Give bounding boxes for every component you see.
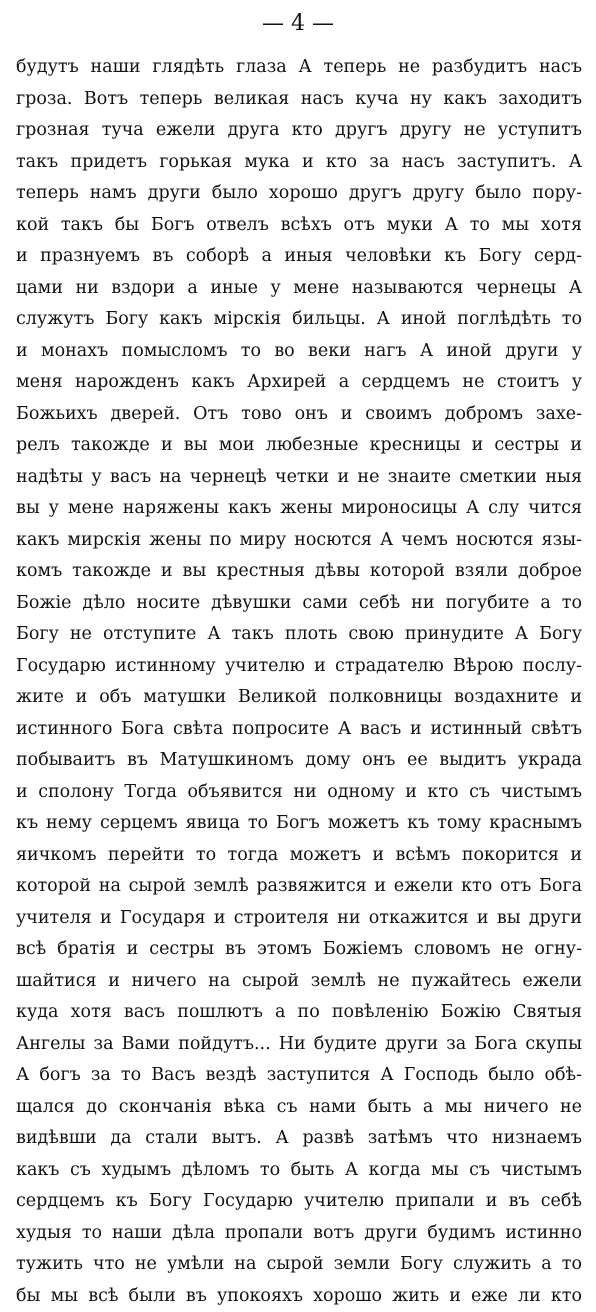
text-line: какъ мирскія жены по миру носются А чемъ носются язы-: [16, 525, 582, 557]
text-line: видѣвши да стали вытъ. А развѣ затѣмъ что низнаемъ: [16, 1123, 582, 1155]
text-line: Богу не отступите А такъ плоть свою принудите А Богу: [16, 619, 582, 651]
text-line: Государю истинному учителю и страдателю Вѣрою послу-: [16, 651, 582, 683]
text-line: жите и объ матушки Великой полковницы воздахните и: [16, 682, 582, 714]
text-line: Ангелы за Вами пойдутъ... Ни будите други за Бога скупы: [16, 1029, 582, 1061]
page-number: — 4 —: [0, 8, 596, 40]
text-line: А богъ за то Васъ вездѣ заступится А Господь было обѣ-: [16, 1060, 582, 1092]
text-line: гроза. Вотъ теперь великая насъ куча ну какъ заходитъ: [16, 84, 582, 116]
text-line: релъ такожде и вы мои любезные кресницы и сестры и: [16, 430, 582, 462]
text-line: и празнуемъ въ соборѣ а иныя человѣки къ Богу серд-: [16, 241, 582, 273]
text-line: вы у мене наряжены какъ жены мироносицы А слу чится: [16, 493, 582, 525]
text-line: учителя и Государя и строителя ни откажится и вы други: [16, 903, 582, 935]
text-line: истинного Бога свѣта попросите А васъ и истинный свѣтъ: [16, 714, 582, 746]
text-line: меня нарожденъ какъ Архирей а сердцемъ не стоитъ у: [16, 367, 582, 399]
text-line: шайтися и ничего на сырой землѣ не пужайтесь ежели: [16, 966, 582, 998]
text-line: яичкомъ перейти то тогда можетъ и всѣмъ покорится и: [16, 840, 582, 872]
text-line: и монахъ помысломъ то во веки нагъ А иной други у: [16, 336, 582, 368]
text-line: которой на сырой землѣ развяжится и ежели кто отъ Бога: [16, 871, 582, 903]
text-line: комъ такожде и вы крестныя дѣвы которой взяли доброе: [16, 556, 582, 588]
text-line: теперь намъ други было хорошо другъ другу было пору-: [16, 178, 582, 210]
text-line: Божьихъ дверей. Отъ тово онъ и своимъ добромъ захе-: [16, 399, 582, 431]
text-line: всѣ братія и сестры въ этомъ Божіемъ словомъ не огну-: [16, 934, 582, 966]
text-line: Божіе дѣло носите дѣвушки сами себѣ ни погубите а то: [16, 588, 582, 620]
text-line: къ нему серцемъ явица то Богъ можетъ къ тому краснымъ: [16, 808, 582, 840]
text-line: будутъ наши глядѣть глаза А теперь не разбудитъ насъ: [16, 52, 582, 84]
text-line: служутъ Богу какъ мірскія бильцы. А иной поглѣдѣть то: [16, 304, 582, 336]
text-line: сердцемъ къ Богу Государю учителю припали и въ себѣ: [16, 1186, 582, 1218]
text-line: грозная туча ежели друга кто другъ другу не уступитъ: [16, 115, 582, 147]
text-line: и сполону Тогда объявится ни одному и кто съ чистымъ: [16, 777, 582, 809]
text-line: какъ съ худымъ дѣломъ то быть А когда мы съ чистымъ: [16, 1155, 582, 1187]
text-line: побываитъ въ Матушкиномъ дому онъ ее выдитъ украда: [16, 745, 582, 777]
text-line: кой такъ бы Богъ отвелъ всѣхъ отъ муки А то мы хотя: [16, 210, 582, 242]
text-line: щался до скончанія вѣка съ нами быть а мы ничего не: [16, 1092, 582, 1124]
text-line: надѣты у васъ на чернецѣ четки и не знаите сметкии ныя: [16, 462, 582, 494]
text-line: худыя то наши дѣла пропали вотъ други будимъ истинно: [16, 1218, 582, 1250]
body-text: [16, 52, 582, 1312]
text-line: тужить что не умѣли на сырой земли Богу служить а то: [16, 1249, 582, 1281]
text-line: цами ни вздори а иные у мене называются чернецы А: [16, 273, 582, 305]
text-line: такъ придетъ горькая мука и кто за насъ заступитъ. А: [16, 147, 582, 179]
text-line: куда хотя васъ пошлютъ а по повѣленію Божію Святыя: [16, 997, 582, 1029]
text-line: бы мы всѣ были въ упокояхъ хорошо жить и еже ли кто: [16, 1281, 582, 1312]
